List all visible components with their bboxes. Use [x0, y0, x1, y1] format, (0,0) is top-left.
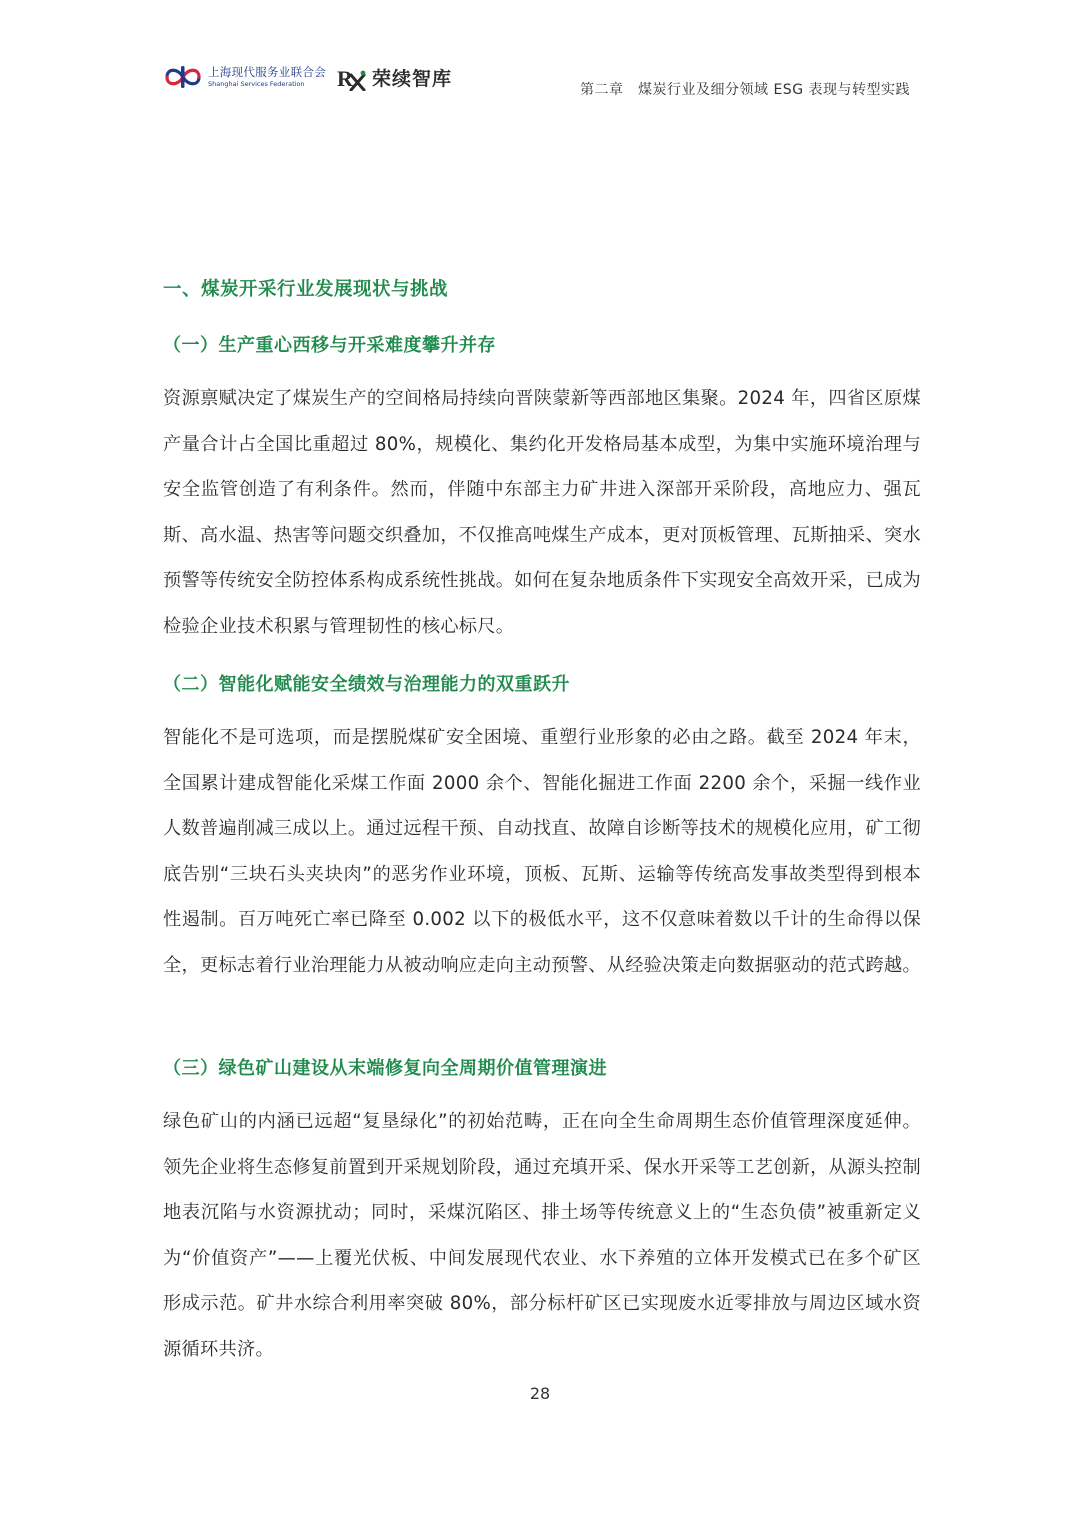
brand-name: 荣续智库: [372, 68, 453, 90]
page-number: 28: [529, 1384, 551, 1403]
ssf-org-name-cn: 上海现代服务业联合会: [208, 64, 326, 79]
section-title: 一、煤炭开采行业发展现状与挑战: [163, 279, 449, 300]
page-header: [0, 0, 1080, 110]
subsection-title: （二）智能化赋能安全绩效与治理能力的双重跃升: [163, 674, 570, 695]
subsection-title: （一）生产重心西移与开采难度攀升并存: [163, 335, 496, 356]
subsection-body: 智能化不是可选项，而是摆脱煤矿安全困境、重塑行业形象的必由之路。截至 2024 年末，全国累计建成智能化采煤工作面 2000 余个、智能化掘进工作面 2200 余个，采掘一线作业人数普遍削减三成以上。通过远程干预、自动找直、故障自诊断等技术的规模化应用，矿工彻底告别“三块石头夹块肉”的恶劣作业环境，顶板、瓦斯、运输等传统高发事故类型得到根本性遏制。百万吨死亡率已降至 0.002 以下的极低水平，这不仅意味着数以千计的生命得以保全，更标志着行业治理能力从被动响应走向主动预警、从经验决策走向数据驱动的范式跨越。: [163, 727, 921, 976]
ssf-logo: [164, 64, 326, 90]
subsection-body: 资源禀赋决定了煤炭生产的空间格局持续向晋陕蒙新等西部地区集聚。2024 年，四省区原煤产量合计占全国比重超过 80%，规模化、集约化开发格局基本成型，为集中实施环境治理与安全监管创造了有利条件。然而，伴随中东部主力矿井进入深部开采阶段，高地应力、强瓦斯、高水温、热害等问题交织叠加，不仅推高吨煤生产成本，更对顶板管理、瓦斯抽采、突水预警等传统安全防控体系构成系统性挑战。如何在复杂地质条件下实现安全高效开采，已成为检验企业技术积累与管理韧性的核心标尺。: [163, 388, 921, 637]
chapter-title: 第二章 煤炭行业及细分领域 ESG 表现与转型实践: [580, 82, 910, 98]
subsection-body: 绿色矿山的内涵已远超“复垦绿化”的初始范畴，正在向全生命周期生态价值管理深度延伸。领先企业将生态修复前置到开采规划阶段，通过充填开采、保水开采等工艺创新，从源头控制地表沉陷与水资源扰动；同时，采煤沉陷区、排土场等传统意义上的“生态负债”被重新定义为“价值资产”——上覆光伏板、中间发展现代农业、水下养殖的立体开发模式已在多个矿区形成示范。矿井水综合利用率突破 80%，部分标杆矿区已实现废水近零排放与周边区域水资源循环共济。: [163, 1111, 921, 1360]
svg-text:R: R: [337, 65, 353, 91]
subsection-title: （三）绿色矿山建设从末端修复向全周期价值管理演进: [163, 1058, 607, 1079]
rx-logo-mark-icon: [337, 65, 367, 91]
ssf-org-name-en: Shanghai Services Federation: [208, 80, 305, 88]
rx-logo: [337, 64, 452, 91]
ssf-logo-mark-icon: [164, 64, 202, 90]
